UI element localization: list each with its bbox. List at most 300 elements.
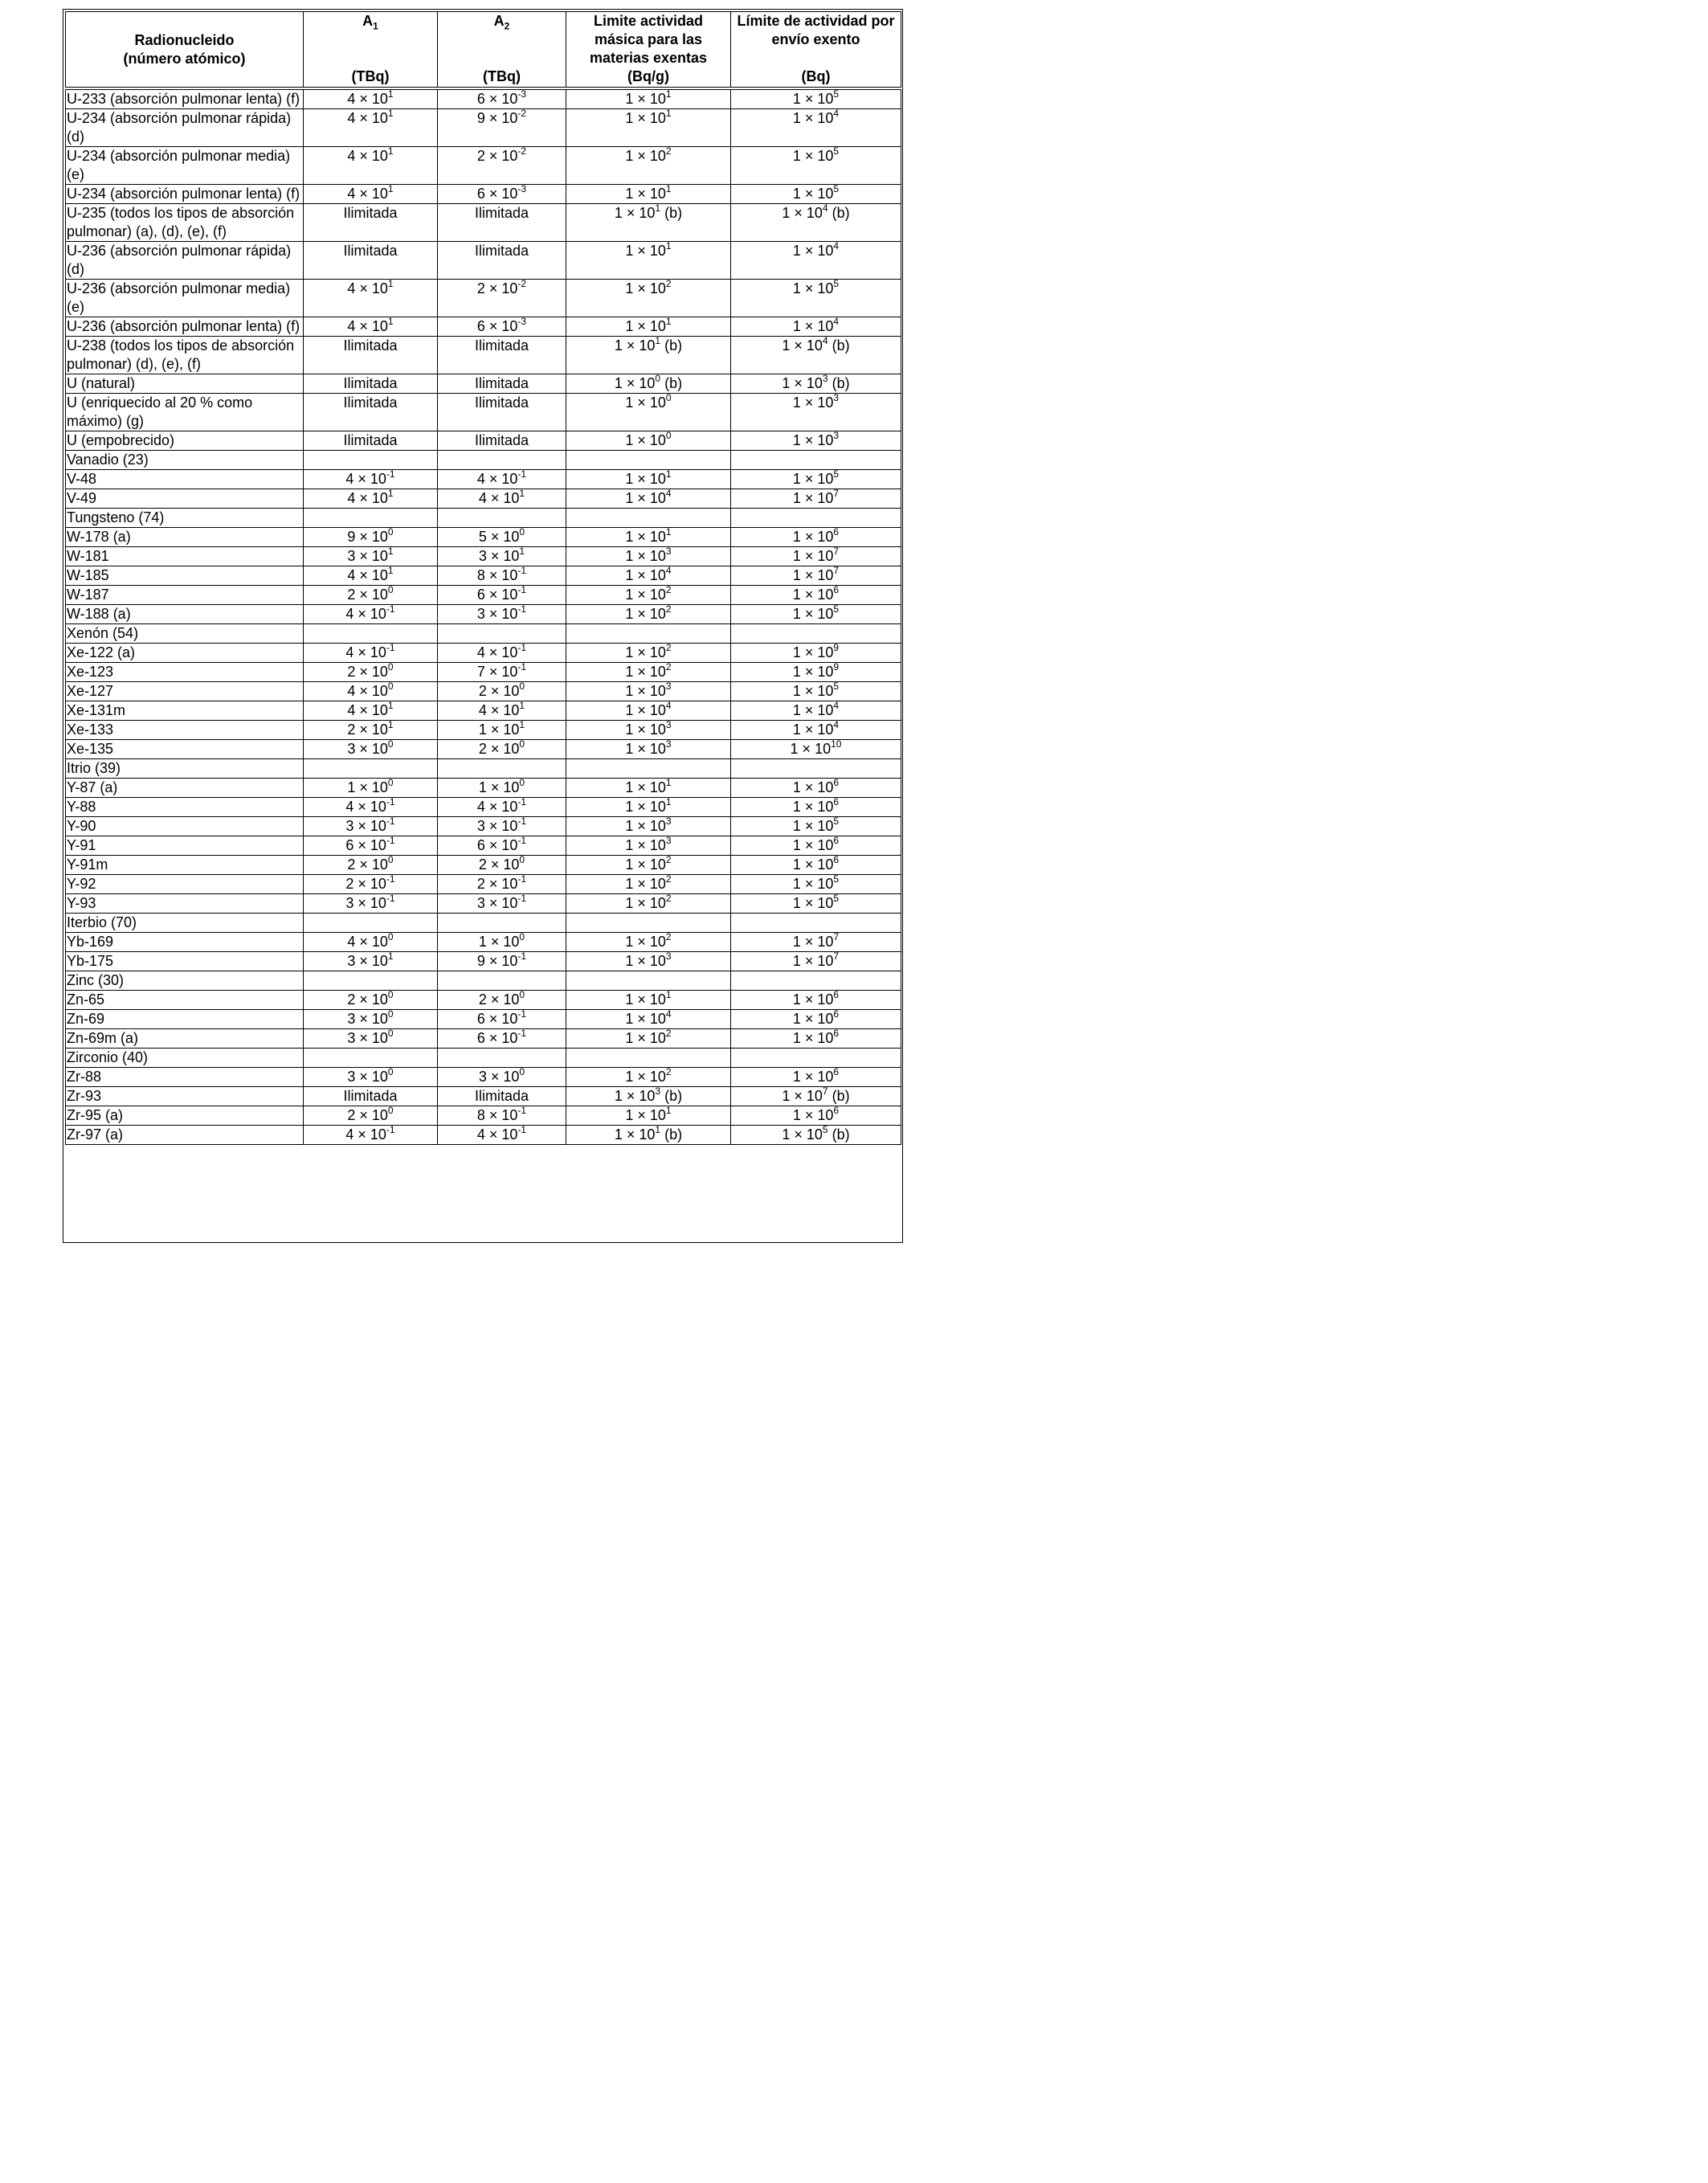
cell-a1: $4 \times 10^{-1}$ — [304, 470, 438, 489]
cell-a1: $1 \times 10^0$ — [304, 779, 438, 798]
cell-radionuclide: Y-92 — [66, 875, 304, 894]
header-radionuclide-line2: (número atómico) — [123, 50, 246, 67]
cell-a2: $2 \times 10^0$ — [438, 682, 566, 701]
cell-mass-limit: $1 \times 10^1$ (b) — [566, 337, 731, 374]
cell-a2: Ilimitada — [438, 337, 566, 374]
table-row — [66, 586, 901, 605]
table-row — [66, 740, 901, 759]
table-row — [66, 933, 901, 952]
cell-a1: $4 \times 10^1$ — [304, 317, 438, 337]
cell-radionuclide: Tungsteno (74) — [66, 509, 304, 528]
cell-radionuclide: U-234 (absorción pulmonar lenta) (f) — [66, 185, 304, 204]
cell-shipment-limit: $1 \times 10^4$ — [731, 242, 901, 280]
cell-radionuclide: Xe-123 — [66, 663, 304, 682]
table-row — [66, 547, 901, 566]
cell-radionuclide: U (empobrecido) — [66, 431, 304, 451]
cell-a1: Ilimitada — [304, 1087, 438, 1106]
cell-shipment-limit: $1 \times 10^5$ — [731, 682, 901, 701]
cell-shipment-limit: $1 \times 10^5$ — [731, 894, 901, 914]
cell-mass-limit: $1 \times 10^2$ — [566, 586, 731, 605]
header-a1-unit: (TBq) — [351, 68, 390, 84]
cell-radionuclide: U-236 (absorción pulmonar media) (e) — [66, 280, 304, 317]
cell-shipment-limit: $1 \times 10^{10}$ — [731, 740, 901, 759]
cell-mass-limit: $1 \times 10^1$ — [566, 317, 731, 337]
table-row — [66, 856, 901, 875]
table-row — [66, 509, 901, 528]
table-row — [66, 644, 901, 663]
table-row — [66, 242, 901, 280]
cell-shipment-limit: $1 \times 10^6$ — [731, 1068, 901, 1087]
cell-a1: $4 \times 10^1$ — [304, 109, 438, 147]
cell-mass-limit: $1 \times 10^3$ — [566, 952, 731, 971]
cell-mass-limit — [566, 971, 731, 991]
cell-a2: Ilimitada — [438, 1087, 566, 1106]
table-row — [66, 337, 901, 374]
cell-radionuclide: W-181 — [66, 547, 304, 566]
cell-mass-limit: $1 \times 10^2$ — [566, 663, 731, 682]
cell-mass-limit: $1 \times 10^1$ — [566, 470, 731, 489]
cell-shipment-limit: $1 \times 10^4$ (b) — [731, 337, 901, 374]
cell-a1: Ilimitada — [304, 431, 438, 451]
table-row — [66, 682, 901, 701]
cell-shipment-limit: $1 \times 10^6$ — [731, 798, 901, 817]
table-row — [66, 721, 901, 740]
cell-shipment-limit — [731, 1049, 901, 1068]
cell-a2: $8 \times 10^{-1}$ — [438, 1106, 566, 1126]
header-mass-limit-unit: (Bq/g) — [627, 68, 669, 84]
cell-mass-limit — [566, 509, 731, 528]
cell-mass-limit: $1 \times 10^2$ — [566, 280, 731, 317]
cell-shipment-limit: $1 \times 10^9$ — [731, 663, 901, 682]
cell-radionuclide: W-187 — [66, 586, 304, 605]
cell-radionuclide: Vanadio (23) — [66, 451, 304, 470]
table-row — [66, 894, 901, 914]
table-row — [66, 701, 901, 721]
table-row — [66, 1068, 901, 1087]
cell-radionuclide: Y-91m — [66, 856, 304, 875]
cell-shipment-limit — [731, 451, 901, 470]
cell-radionuclide: Zr-88 — [66, 1068, 304, 1087]
cell-mass-limit: $1 \times 10^0$ — [566, 431, 731, 451]
cell-radionuclide: U-236 (absorción pulmonar rápida) (d) — [66, 242, 304, 280]
cell-radionuclide: W-185 — [66, 566, 304, 586]
table-row — [66, 280, 901, 317]
cell-mass-limit: $1 \times 10^1$ — [566, 88, 731, 109]
header-shipment-limit-unit: (Bq) — [801, 68, 831, 84]
cell-a2 — [438, 1049, 566, 1068]
cell-radionuclide: Xe-127 — [66, 682, 304, 701]
cell-radionuclide: U (natural) — [66, 374, 304, 394]
table-row — [66, 528, 901, 547]
table-row — [66, 759, 901, 779]
cell-mass-limit: $1 \times 10^2$ — [566, 644, 731, 663]
cell-shipment-limit: $1 \times 10^7$ — [731, 566, 901, 586]
cell-a1: $4 \times 10^{-1}$ — [304, 644, 438, 663]
cell-a2: $2 \times 10^0$ — [438, 740, 566, 759]
table-row — [66, 109, 901, 147]
cell-radionuclide: Itrio (39) — [66, 759, 304, 779]
cell-radionuclide: U-236 (absorción pulmonar lenta) (f) — [66, 317, 304, 337]
cell-shipment-limit: $1 \times 10^7$ — [731, 547, 901, 566]
cell-radionuclide: Xe-122 (a) — [66, 644, 304, 663]
table-row — [66, 624, 901, 644]
cell-mass-limit: $1 \times 10^3$ — [566, 817, 731, 836]
cell-a1: $4 \times 10^1$ — [304, 489, 438, 509]
cell-a2: $4 \times 10^{-1}$ — [438, 798, 566, 817]
cell-radionuclide: V-49 — [66, 489, 304, 509]
cell-radionuclide: W-178 (a) — [66, 528, 304, 547]
cell-a2: $4 \times 10^1$ — [438, 489, 566, 509]
cell-a1: Ilimitada — [304, 242, 438, 280]
cell-shipment-limit: $1 \times 10^5$ — [731, 470, 901, 489]
header-radionuclide-line1: Radionucleido — [134, 31, 235, 48]
cell-a1: $4 \times 10^1$ — [304, 701, 438, 721]
cell-mass-limit: $1 \times 10^3$ — [566, 682, 731, 701]
cell-mass-limit: $1 \times 10^4$ — [566, 701, 731, 721]
table-row — [66, 566, 901, 586]
cell-a1: Ilimitada — [304, 394, 438, 431]
cell-a1: $2 \times 10^1$ — [304, 721, 438, 740]
table-row — [66, 779, 901, 798]
cell-a2: $2 \times 10^0$ — [438, 856, 566, 875]
cell-a1: $4 \times 10^1$ — [304, 566, 438, 586]
cell-shipment-limit — [731, 624, 901, 644]
cell-shipment-limit: $1 \times 10^6$ — [731, 586, 901, 605]
cell-mass-limit: $1 \times 10^2$ — [566, 605, 731, 624]
cell-mass-limit: $1 \times 10^1$ — [566, 779, 731, 798]
cell-a2: Ilimitada — [438, 242, 566, 280]
cell-mass-limit: $1 \times 10^2$ — [566, 147, 731, 185]
cell-a2: $9 \times 10^{-2}$ — [438, 109, 566, 147]
cell-radionuclide: Xe-131m — [66, 701, 304, 721]
cell-a2: $4 \times 10^1$ — [438, 701, 566, 721]
cell-mass-limit: $1 \times 10^2$ — [566, 875, 731, 894]
cell-a2: $6 \times 10^{-3}$ — [438, 88, 566, 109]
header-radionuclide — [66, 12, 304, 89]
cell-mass-limit: $1 \times 10^1$ — [566, 1106, 731, 1126]
cell-a1: $4 \times 10^{-1}$ — [304, 1126, 438, 1145]
table-row — [66, 204, 901, 242]
header-mass-limit-label: Limite actividad másica para las materias exentas — [589, 13, 708, 66]
cell-mass-limit: $1 \times 10^1$ — [566, 798, 731, 817]
cell-a1: $4 \times 10^1$ — [304, 147, 438, 185]
cell-a1 — [304, 624, 438, 644]
cell-radionuclide: V-48 — [66, 470, 304, 489]
cell-a2 — [438, 451, 566, 470]
cell-a1: $2 \times 10^{-1}$ — [304, 875, 438, 894]
cell-shipment-limit: $1 \times 10^6$ — [731, 1106, 901, 1126]
cell-a2: $4 \times 10^{-1}$ — [438, 1126, 566, 1145]
cell-a1 — [304, 759, 438, 779]
cell-a1: Ilimitada — [304, 374, 438, 394]
cell-a2: Ilimitada — [438, 431, 566, 451]
table-row — [66, 185, 901, 204]
cell-shipment-limit: $1 \times 10^5$ — [731, 280, 901, 317]
cell-shipment-limit: $1 \times 10^5$ — [731, 185, 901, 204]
cell-radionuclide: Zn-69m (a) — [66, 1029, 304, 1049]
cell-radionuclide: Y-88 — [66, 798, 304, 817]
cell-mass-limit: $1 \times 10^1$ (b) — [566, 204, 731, 242]
cell-radionuclide: Yb-175 — [66, 952, 304, 971]
cell-a2: Ilimitada — [438, 204, 566, 242]
cell-shipment-limit: $1 \times 10^5$ — [731, 817, 901, 836]
cell-a2: $6 \times 10^{-3}$ — [438, 185, 566, 204]
table-row — [66, 914, 901, 933]
cell-a2: $8 \times 10^{-1}$ — [438, 566, 566, 586]
cell-a2: $4 \times 10^{-1}$ — [438, 644, 566, 663]
header-a2-unit: (TBq) — [483, 68, 521, 84]
cell-radionuclide: U-238 (todos los tipos de absorción pulmonar) (d), (e), (f) — [66, 337, 304, 374]
table-row — [66, 605, 901, 624]
table-row — [66, 971, 901, 991]
cell-mass-limit: $1 \times 10^3$ — [566, 721, 731, 740]
table-row — [66, 1029, 901, 1049]
cell-a2: $6 \times 10^{-1}$ — [438, 586, 566, 605]
table-row — [66, 663, 901, 682]
cell-mass-limit: $1 \times 10^1$ (b) — [566, 1126, 731, 1145]
cell-a2: $6 \times 10^{-1}$ — [438, 1010, 566, 1029]
cell-shipment-limit: $1 \times 10^9$ — [731, 644, 901, 663]
cell-radionuclide: W-188 (a) — [66, 605, 304, 624]
cell-a2: $3 \times 10^0$ — [438, 1068, 566, 1087]
cell-mass-limit: $1 \times 10^1$ — [566, 242, 731, 280]
cell-a1: $2 \times 10^0$ — [304, 1106, 438, 1126]
cell-a1: $3 \times 10^{-1}$ — [304, 894, 438, 914]
cell-shipment-limit: $1 \times 10^5$ — [731, 88, 901, 109]
cell-mass-limit: $1 \times 10^1$ — [566, 185, 731, 204]
cell-radionuclide: Zirconio (40) — [66, 1049, 304, 1068]
cell-a2 — [438, 971, 566, 991]
cell-a2 — [438, 624, 566, 644]
cell-mass-limit: $1 \times 10^1$ — [566, 528, 731, 547]
table-row — [66, 147, 901, 185]
cell-mass-limit: $1 \times 10^3$ — [566, 547, 731, 566]
table-header — [66, 12, 901, 89]
cell-shipment-limit: $1 \times 10^4$ — [731, 721, 901, 740]
cell-mass-limit — [566, 759, 731, 779]
cell-mass-limit — [566, 451, 731, 470]
cell-a2: $6 \times 10^{-1}$ — [438, 1029, 566, 1049]
cell-shipment-limit: $1 \times 10^7$ (b) — [731, 1087, 901, 1106]
cell-a2: $2 \times 10^{-2}$ — [438, 280, 566, 317]
cell-mass-limit: $1 \times 10^2$ — [566, 1029, 731, 1049]
document-page — [0, 0, 972, 1243]
cell-radionuclide: U-235 (todos los tipos de absorción pulmonar) (a), (d), (e), (f) — [66, 204, 304, 242]
cell-a1: $4 \times 10^0$ — [304, 682, 438, 701]
cell-shipment-limit: $1 \times 10^6$ — [731, 856, 901, 875]
cell-a1: $4 \times 10^{-1}$ — [304, 798, 438, 817]
cell-a2 — [438, 759, 566, 779]
cell-a2: $3 \times 10^1$ — [438, 547, 566, 566]
cell-radionuclide: Zr-93 — [66, 1087, 304, 1106]
cell-radionuclide: Yb-169 — [66, 933, 304, 952]
cell-shipment-limit: $1 \times 10^3$ — [731, 431, 901, 451]
cell-shipment-limit: $1 \times 10^6$ — [731, 528, 901, 547]
cell-radionuclide: Zn-65 — [66, 991, 304, 1010]
table-row — [66, 374, 901, 394]
cell-a1 — [304, 509, 438, 528]
cell-mass-limit: $1 \times 10^4$ — [566, 489, 731, 509]
cell-a2: $2 \times 10^0$ — [438, 991, 566, 1010]
cell-a2: $6 \times 10^{-3}$ — [438, 317, 566, 337]
cell-mass-limit: $1 \times 10^4$ — [566, 1010, 731, 1029]
cell-shipment-limit: $1 \times 10^6$ — [731, 836, 901, 856]
cell-a2: Ilimitada — [438, 374, 566, 394]
cell-a2: $7 \times 10^{-1}$ — [438, 663, 566, 682]
cell-a2: $6 \times 10^{-1}$ — [438, 836, 566, 856]
cell-a1: $3 \times 10^0$ — [304, 740, 438, 759]
table-row — [66, 317, 901, 337]
cell-shipment-limit: $1 \times 10^6$ — [731, 991, 901, 1010]
table-row — [66, 875, 901, 894]
cell-mass-limit: $1 \times 10^4$ — [566, 566, 731, 586]
table-row — [66, 88, 901, 109]
table-row — [66, 1106, 901, 1126]
cell-shipment-limit: $1 \times 10^7$ — [731, 933, 901, 952]
cell-a2: $3 \times 10^{-1}$ — [438, 894, 566, 914]
table-row — [66, 470, 901, 489]
table-row — [66, 798, 901, 817]
cell-a2: $1 \times 10^0$ — [438, 933, 566, 952]
table-row — [66, 394, 901, 431]
cell-a2: $5 \times 10^0$ — [438, 528, 566, 547]
cell-a2: $2 \times 10^{-2}$ — [438, 147, 566, 185]
table-row — [66, 991, 901, 1010]
cell-a1 — [304, 971, 438, 991]
cell-radionuclide: U-234 (absorción pulmonar media) (e) — [66, 147, 304, 185]
header-a1-symbol: $A_1$ — [362, 13, 378, 32]
cell-shipment-limit: $1 \times 10^3$ — [731, 394, 901, 431]
cell-radionuclide: Y-87 (a) — [66, 779, 304, 798]
cell-a1: $6 \times 10^{-1}$ — [304, 836, 438, 856]
cell-a1 — [304, 914, 438, 933]
cell-radionuclide: U-233 (absorción pulmonar lenta) (f) — [66, 88, 304, 109]
cell-radionuclide: U (enriquecido al 20 % como máximo) (g) — [66, 394, 304, 431]
cell-mass-limit — [566, 914, 731, 933]
table-body — [66, 88, 901, 1145]
cell-shipment-limit — [731, 509, 901, 528]
cell-a2: $3 \times 10^{-1}$ — [438, 817, 566, 836]
cell-a2: $4 \times 10^{-1}$ — [438, 470, 566, 489]
table-row — [66, 1087, 901, 1106]
cell-a1: $4 \times 10^{-1}$ — [304, 605, 438, 624]
cell-a2: $2 \times 10^{-1}$ — [438, 875, 566, 894]
cell-a1: $4 \times 10^1$ — [304, 185, 438, 204]
cell-a2 — [438, 509, 566, 528]
header-a1 — [304, 12, 438, 89]
cell-a2: $9 \times 10^{-1}$ — [438, 952, 566, 971]
cell-shipment-limit: $1 \times 10^4$ — [731, 701, 901, 721]
cell-a1: Ilimitada — [304, 204, 438, 242]
cell-mass-limit: $1 \times 10^3$ — [566, 836, 731, 856]
cell-a2: $1 \times 10^0$ — [438, 779, 566, 798]
cell-a1: $4 \times 10^1$ — [304, 280, 438, 317]
cell-a1: $3 \times 10^{-1}$ — [304, 817, 438, 836]
cell-shipment-limit: $1 \times 10^4$ — [731, 317, 901, 337]
cell-a1: $2 \times 10^0$ — [304, 991, 438, 1010]
cell-mass-limit: $1 \times 10^1$ — [566, 109, 731, 147]
header-row — [66, 12, 901, 89]
cell-a1 — [304, 451, 438, 470]
cell-radionuclide: Y-90 — [66, 817, 304, 836]
cell-a1 — [304, 1049, 438, 1068]
cell-a1: $3 \times 10^0$ — [304, 1010, 438, 1029]
cell-mass-limit — [566, 624, 731, 644]
cell-shipment-limit: $1 \times 10^5$ — [731, 605, 901, 624]
cell-radionuclide: Zr-95 (a) — [66, 1106, 304, 1126]
table-row — [66, 431, 901, 451]
table-row — [66, 1049, 901, 1068]
cell-radionuclide: Iterbio (70) — [66, 914, 304, 933]
cell-shipment-limit — [731, 971, 901, 991]
cell-a2: $3 \times 10^{-1}$ — [438, 605, 566, 624]
cell-shipment-limit — [731, 914, 901, 933]
cell-a1: $4 \times 10^1$ — [304, 88, 438, 109]
cell-radionuclide: Xe-133 — [66, 721, 304, 740]
cell-shipment-limit: $1 \times 10^3$ (b) — [731, 374, 901, 394]
cell-shipment-limit: $1 \times 10^4$ (b) — [731, 204, 901, 242]
header-shipment-limit-label: Límite de actividad por envío exento — [737, 13, 895, 47]
table-row — [66, 489, 901, 509]
cell-radionuclide: Xenón (54) — [66, 624, 304, 644]
cell-radionuclide: Zinc (30) — [66, 971, 304, 991]
cell-radionuclide: Y-91 — [66, 836, 304, 856]
cell-radionuclide: Y-93 — [66, 894, 304, 914]
cell-shipment-limit: $1 \times 10^4$ — [731, 109, 901, 147]
cell-mass-limit: $1 \times 10^2$ — [566, 933, 731, 952]
table-row — [66, 1126, 901, 1145]
cell-a1: $3 \times 10^1$ — [304, 547, 438, 566]
header-a2 — [438, 12, 566, 89]
cell-a1: $4 \times 10^0$ — [304, 933, 438, 952]
cell-mass-limit: $1 \times 10^0$ (b) — [566, 374, 731, 394]
radionuclide-table — [65, 11, 901, 1145]
cell-a2: $1 \times 10^1$ — [438, 721, 566, 740]
cell-mass-limit: $1 \times 10^3$ (b) — [566, 1087, 731, 1106]
cell-shipment-limit: $1 \times 10^5$ — [731, 147, 901, 185]
cell-mass-limit: $1 \times 10^2$ — [566, 856, 731, 875]
table-row — [66, 1010, 901, 1029]
table-row — [66, 836, 901, 856]
cell-shipment-limit: $1 \times 10^6$ — [731, 1010, 901, 1029]
header-a2-symbol: $A_2$ — [493, 13, 510, 32]
cell-radionuclide: Zn-69 — [66, 1010, 304, 1029]
table-row — [66, 952, 901, 971]
cell-a1: $2 \times 10^0$ — [304, 663, 438, 682]
cell-a1: $3 \times 10^1$ — [304, 952, 438, 971]
cell-shipment-limit — [731, 759, 901, 779]
cell-shipment-limit: $1 \times 10^5$ — [731, 875, 901, 894]
cell-a1: Ilimitada — [304, 337, 438, 374]
cell-a1: $3 \times 10^0$ — [304, 1068, 438, 1087]
cell-mass-limit — [566, 1049, 731, 1068]
header-mass-limit — [566, 12, 731, 89]
cell-a1: $2 \times 10^0$ — [304, 856, 438, 875]
cell-a2 — [438, 914, 566, 933]
cell-shipment-limit: $1 \times 10^6$ — [731, 779, 901, 798]
cell-radionuclide: Zr-97 (a) — [66, 1126, 304, 1145]
cell-a1: $9 \times 10^0$ — [304, 528, 438, 547]
table-row — [66, 451, 901, 470]
header-shipment-limit — [731, 12, 901, 89]
cell-shipment-limit: $1 \times 10^7$ — [731, 952, 901, 971]
cell-mass-limit: $1 \times 10^0$ — [566, 394, 731, 431]
cell-shipment-limit: $1 \times 10^5$ (b) — [731, 1126, 901, 1145]
cell-mass-limit: $1 \times 10^2$ — [566, 1068, 731, 1087]
cell-radionuclide: Xe-135 — [66, 740, 304, 759]
cell-shipment-limit: $1 \times 10^7$ — [731, 489, 901, 509]
cell-a1: $2 \times 10^0$ — [304, 586, 438, 605]
